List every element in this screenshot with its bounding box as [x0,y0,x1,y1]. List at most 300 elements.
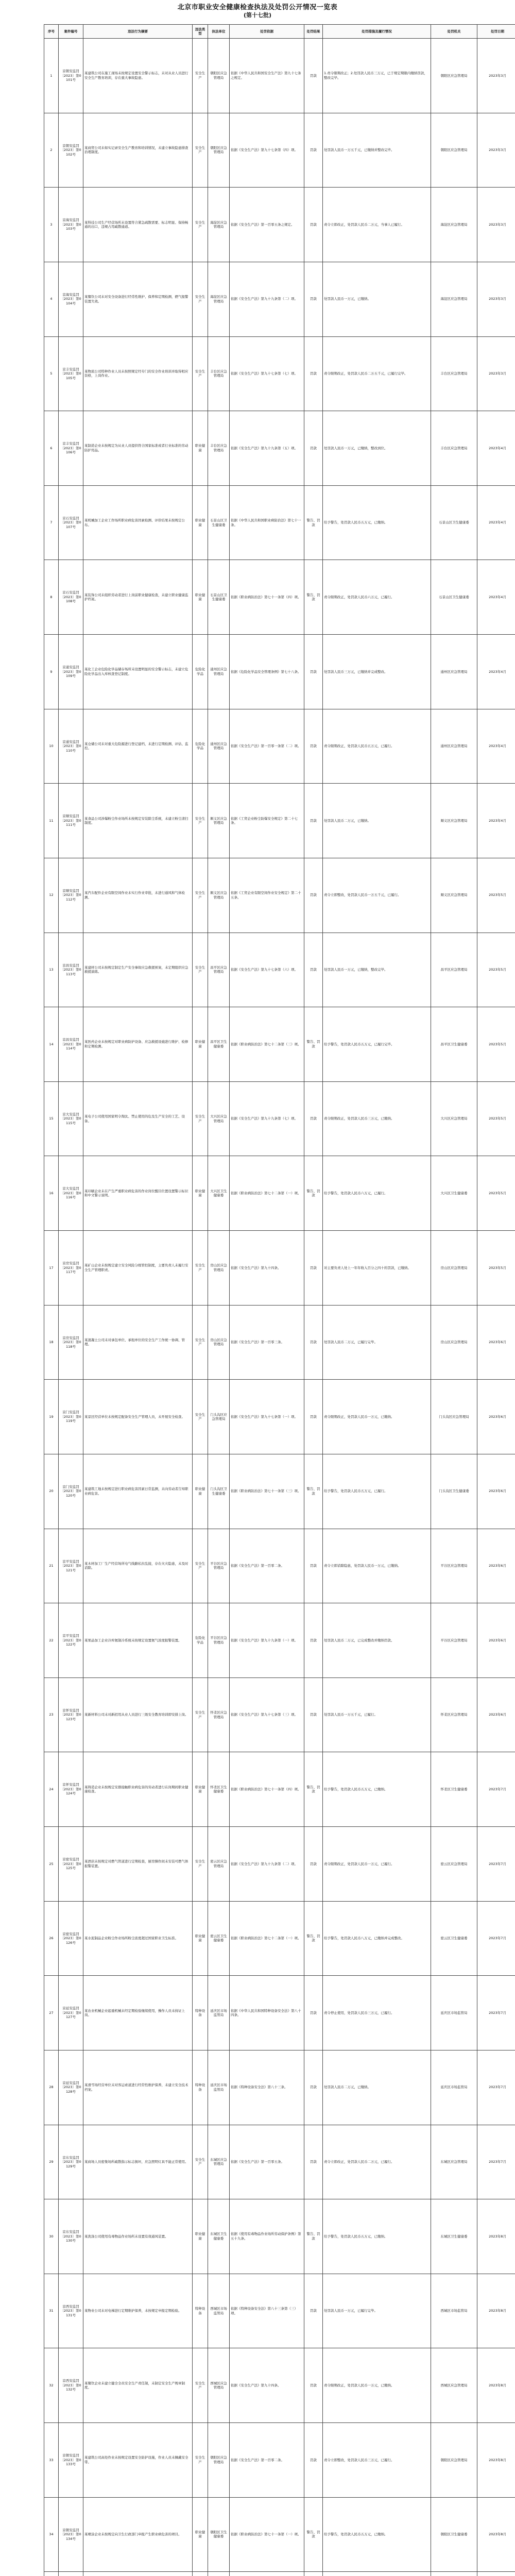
cell-measure: 给予警告，处罚款人民币五万元，已缴纳。 [323,1752,431,1827]
cell-unit: 密云区卫生健康委 [208,1901,230,1976]
cell-summary: 某物流公司特种作业人员未按照规定经专门的安全作业培训并取得相应资格，上岗作业。 [83,336,193,411]
cell-measure [323,2572,431,2576]
cell-unit: 平谷区应急管理局 [208,1603,230,1678]
cell-unit: 昌平区应急管理局 [208,933,230,1007]
cell-number: 25 [44,1827,59,1902]
cell-date: 2023年7月 [477,1901,515,1976]
cell-number: 15 [44,1081,59,1156]
cell-authority: 大兴区卫生健康委 [431,1156,477,1231]
cell-number: 30 [44,2199,59,2274]
cell-authority [431,2572,477,2576]
header-cell: 案件编号 [59,25,83,39]
cell-date: 2023年7月 [477,1976,515,2050]
cell-number: 17 [44,1231,59,1306]
cell-result: 罚款 [304,1827,323,1902]
cell-date [477,2572,515,2576]
cell-authority: 通州区应急管理局 [431,709,477,784]
cell-type: 安全生产 [193,1677,208,1752]
cell-date: 2023年7月 [477,2125,515,2199]
cell-measure: 责令限期改正，处罚款人民币一万元，已履行。 [323,1827,431,1902]
cell-case-id: 京昌安监罚〔2023〕第0113号 [59,933,83,1007]
cell-case-id: 京大安监罚〔2023〕第0116号 [59,1156,83,1231]
cell-unit: 石景山区卫生健康委 [208,560,230,635]
cell-type: 安全生产 [193,2348,208,2423]
cell-case-id: 京西安监罚〔2023〕第0131号 [59,2274,83,2348]
cell-basis: 依据《特种设备安全法》第八十三条。 [230,2050,304,2125]
table-row [44,560,515,635]
cell-type: 安全生产 [193,858,208,933]
cell-number: 4 [44,262,59,336]
cell-summary: 某餐饮公司未对安全设备进行经常性维护、保养和定期检测，燃气报警装置失效。 [83,262,193,336]
cell-measure: 责令立即改正，处罚款人民币二万元，已履行。 [323,2125,431,2199]
cell-result: 罚款 [304,1677,323,1752]
cell-authority: 昌平区卫生健康委 [431,1007,477,1082]
cell-type: 安全生产 [193,336,208,411]
cell-type: 职业健康 [193,2199,208,2274]
cell-authority: 朝阳区应急管理局 [431,39,477,113]
cell-number: 13 [44,933,59,1007]
cell-number: 34 [44,2497,59,2572]
cell-case-id: 京朝安监罚〔2023〕第0134号 [59,2497,83,2572]
cell-number: 12 [44,858,59,933]
cell-type: 安全生产 [193,1529,208,1603]
cell-authority: 房山区应急管理局 [431,1231,477,1306]
cell-type: 安全生产 [193,188,208,262]
cell-type: 安全生产 [193,1827,208,1902]
cell-authority: 东城区卫生健康委 [431,2199,477,2274]
cell-date: 2023年6月 [477,1454,515,1529]
cell-type: 安全生产 [193,113,208,188]
cell-authority: 怀柔区应急管理局 [431,1677,477,1752]
cell-basis: 依据《安全生产法》第九十七条第（六）项。 [230,933,304,1007]
cell-type: 职业健康 [193,485,208,560]
cell-result: 警告、罚款 [304,2497,323,2572]
cell-unit: 怀柔区卫生健康委 [208,1752,230,1827]
cell-date: 2023年3月 [477,262,515,336]
cell-basis: 依据《安全生产法》第一百零五条。 [230,2125,304,2199]
cell-measure: 责令限期改正，处罚款人民币三万元，已缴纳。 [323,1081,431,1156]
cell-result: 警告、罚款 [304,485,323,560]
cell-case-id [59,2572,83,2576]
cell-basis: 依据《中华人民共和国职业病防治法》第七十一条。 [230,485,304,560]
cell-summary: 某水泥制品企业粉尘作业场所粉尘浓度超过国家职业卫生标准。 [83,1901,193,1976]
cell-authority: 丰台区应急管理局 [431,336,477,411]
cell-case-id: 京石安监罚〔2023〕第0107号 [59,485,83,560]
cell-measure: 给予警告，处罚款人民币六万元，已履行。 [323,1156,431,1231]
cell-type: 职业健康 [193,1156,208,1231]
cell-basis: 依据《安全生产法》第九十九条第（一）项。 [230,1603,304,1678]
cell-measure: 处罚款人民币二万元，已履行完毕。 [323,1305,431,1380]
cell-authority: 昌平区应急管理局 [431,933,477,1007]
cell-date: 2023年7月 [477,1827,515,1902]
cell-result: 罚款 [304,113,323,188]
cell-number: 10 [44,709,59,784]
cell-number: 27 [44,1976,59,2050]
cell-measure: 责令立即整改，处罚款人民币三万元，已履行。 [323,2423,431,2498]
cell-summary: 某混凝土公司未对承包单位、承租单位的安全生产工作统一协调、管理。 [83,1305,193,1380]
cell-type: 危险化学品 [193,709,208,784]
cell-result: 警告、罚款 [304,1901,323,1976]
cell-number: 2 [44,113,59,188]
cell-basis: 依据《工贸企业有限空间作业安全规定》第二十五条。 [230,858,304,933]
cell-type: 安全生产 [193,1231,208,1306]
cell-type: 职业健康 [193,1752,208,1827]
cell-summary: 某物业公司未对电梯进行定期维护保养，未按规定申报定期检验。 [83,2274,193,2348]
cell-case-id: 京海安监罚〔2023〕第0104号 [59,262,83,336]
cell-type: 危险化学品 [193,635,208,709]
table-row [44,1156,515,1231]
cell-case-id: 京平安监罚〔2023〕第0121号 [59,1529,83,1603]
cell-basis: 依据《安全生产法》第九十九条第（二）项。 [230,1827,304,1902]
header-cell: 序号 [44,25,59,39]
cell-authority: 西城区市场监管局 [431,2274,477,2348]
table-row [44,1827,515,1902]
table-row [44,1901,515,1976]
cell-authority: 海淀区应急管理局 [431,188,477,262]
cell-case-id: 京密安监罚〔2023〕第0126号 [59,1901,83,1976]
cell-case-id: 京丰安监罚〔2023〕第0105号 [59,336,83,411]
cell-measure: 责令限期改正，处罚款人民币一万元，已缴纳。 [323,2348,431,2423]
cell-basis: 依据《职业病防治法》第七十二条第（一）项。 [230,1156,304,1231]
cell-summary: 某新材料公司未对新招用从业人员进行三级安全教育培训即安排上岗。 [83,1677,193,1752]
table-row [44,336,515,411]
cell-case-id: 京房安监罚〔2023〕第0117号 [59,1231,83,1306]
cell-case-id: 京怀安监罚〔2023〕第0123号 [59,1677,83,1752]
header-cell: 处罚措施及履行情况 [323,25,431,39]
cell-case-id: 京通安监罚〔2023〕第0109号 [59,635,83,709]
cell-type: 安全生产 [193,1081,208,1156]
cell-summary: 某铸造企业未按规定安排接触职业病危害的劳动者进行在岗期间职业健康检查。 [83,1752,193,1827]
table-row [44,1007,515,1082]
cell-type: 特种设备 [193,1976,208,2050]
cell-unit: 朝阳区应急管理局 [208,113,230,188]
table-row [44,2423,515,2498]
cell-type: 职业健康 [193,2497,208,2572]
cell-unit: 朝阳区应急管理局 [208,39,230,113]
header-cell: 执法单位 [208,25,230,39]
cell-basis: 依据《安全生产法》第九十七条第（四）项。 [230,113,304,188]
cell-date: 2023年8月 [477,2423,515,2498]
cell-result: 罚款 [304,858,323,933]
cell-unit: 大兴区卫生健康委 [208,1156,230,1231]
cell-unit: 东城区应急管理局 [208,2125,230,2199]
cell-result: 罚款 [304,1380,323,1454]
cell-result: 罚款 [304,2050,323,2125]
cell-summary: 某喷涂企业未按规定向卫生行政部门申报产生职业病危害的项目。 [83,2497,193,2572]
cell-date: 2023年4月 [477,709,515,784]
cell-number: 21 [44,1529,59,1603]
table-row [44,411,515,486]
cell-number: 28 [44,2050,59,2125]
cell-date: 2023年6月 [477,1603,515,1678]
cell-basis: 依据《安全生产法》第九十七条第（七）项。 [230,336,304,411]
cell-summary: 某酒店未按规定对燃气管道进行定期检查，厨房操作间未安装可燃气体报警装置。 [83,1827,193,1902]
cell-number: 32 [44,2348,59,2423]
cell-measure: 处罚款人民币一万元，已履行完毕。 [323,2274,431,2348]
cell-number: 19 [44,1380,59,1454]
cell-authority: 朝阳区卫生健康委 [431,2497,477,2572]
cell-type: 职业健康 [193,1454,208,1529]
cell-case-id: 京密安监罚〔2023〕第0125号 [59,1827,83,1902]
table-row [44,2050,515,2125]
cell-case-id: 京朝安监罚〔2023〕第0102号 [59,113,83,188]
table-row [44,2274,515,2348]
cell-result: 罚款 [304,336,323,411]
cell-case-id: 京延安监罚〔2023〕第0127号 [59,1976,83,2050]
cell-type: 安全生产 [193,1305,208,1380]
table-row [44,2497,515,2572]
cell-date: 2023年7月 [477,1752,515,1827]
cell-summary: 某建筑公司高处作业未按规定设置安全防护设施，作业人员未佩戴安全带。 [83,2423,193,2498]
cell-authority: 通州区应急管理局 [431,635,477,709]
cell-unit: 海淀区应急管理局 [208,188,230,262]
cell-number: 16 [44,1156,59,1231]
page-title: 北京市职业安全健康检查执法及处罚公开情况一览表 [177,4,338,11]
cell-case-id: 京大安监罚〔2023〕第0115号 [59,1081,83,1156]
header-cell: 处罚结果 [304,25,323,39]
cell-summary: 某商场人员密集场所疏散指示标志损坏，应急照明灯具不能正常使用。 [83,2125,193,2199]
cell-case-id: 京房安监罚〔2023〕第0118号 [59,1305,83,1380]
cell-authority: 平谷区应急管理局 [431,1603,477,1678]
cell-summary: 某木材加工厂生产经营场所电气线路私拉乱接，存在火灾隐患，未及时消除。 [83,1529,193,1603]
cell-authority: 朝阳区应急管理局 [431,2423,477,2498]
cell-date: 2023年8月 [477,2199,515,2274]
cell-measure: 处罚款人民币一万元，已缴纳，整改到位。 [323,411,431,486]
cell-basis [230,2572,304,2576]
cell-measure: 处罚款人民币二万元，已完成整改并缴纳罚款。 [323,1603,431,1678]
cell-type: 安全生产 [193,933,208,1007]
cell-result: 罚款 [304,2125,323,2199]
cell-authority: 密云区卫生健康委 [431,1901,477,1976]
table-row [44,1976,515,2050]
cell-case-id: 京昌安监罚〔2023〕第0114号 [59,1007,83,1082]
cell-result: 罚款 [304,709,323,784]
table-row [44,2572,515,2576]
cell-unit: 大兴区应急管理局 [208,1081,230,1156]
cell-summary: 某仓储公司未对重大危险源进行登记建档，未进行定期检测、评估、监控。 [83,709,193,784]
table-row [44,2348,515,2423]
cell-result: 警告、罚款 [304,560,323,635]
cell-basis: 依据《使用有毒物品作业场所劳动保护条例》第五十九条。 [230,2199,304,2274]
cell-date: 2023年4月 [477,485,515,560]
cell-type: 职业健康 [193,411,208,486]
cell-authority: 延庆区市场监管局 [431,2050,477,2125]
cell-result: 罚款 [304,1081,323,1156]
cell-summary: 某建筑公司在施工现场未按规定设置安全警示标志，未对从业人员进行安全生产教育培训，存在重大事故隐患。 [83,39,193,113]
table-body [44,39,515,2576]
cell-case-id: 京延安监罚〔2023〕第0128号 [59,2050,83,2125]
cell-measure: 给予警告，处罚款人民币五万元，已履行。 [323,1454,431,1529]
cell-number: 7 [44,485,59,560]
cell-number: 11 [44,784,59,858]
cell-date: 2023年5月 [477,933,515,1007]
cell-number: 6 [44,411,59,486]
cell-case-id: 京朝安监罚〔2023〕第0101号 [59,39,83,113]
cell-result: 罚款 [304,2274,323,2348]
cell-date: 2023年8月 [477,2348,515,2423]
cell-basis: 依据《职业病防治法》第七十二条第（一）项。 [230,1901,304,1976]
cell-date: 2023年5月 [477,1231,515,1306]
cell-number: 8 [44,560,59,635]
cell-result: 罚款 [304,2348,323,2423]
cell-basis: 依据《职业病防治法》第七十二条第（三）项。 [230,1007,304,1082]
header-cell: 违法类型 [193,25,208,39]
cell-date: 2023年5月 [477,1156,515,1231]
cell-summary: 某电子公司使用国家明令淘汰、禁止使用的危及生产安全的工艺、设备。 [83,1081,193,1156]
table-row [44,1677,515,1752]
cell-unit: 门头沟区卫生健康委 [208,1454,230,1529]
cell-summary: 某果品加工企业冷库氨制冷系统未按规定设置氨气浓度报警装置。 [83,1603,193,1678]
cell-basis: 依据《安全生产法》第九十七条第（三）项。 [230,1677,304,1752]
cell-type: 安全生产 [193,1380,208,1454]
enforcement-table [44,24,515,2576]
cell-unit: 通州区应急管理局 [208,709,230,784]
header-cell: 处罚依据 [230,25,304,39]
cell-date: 2023年6月 [477,1677,515,1752]
table-row [44,262,515,336]
cell-basis: 依据《安全生产法》第一百零一条第（二）项。 [230,709,304,784]
cell-result: 警告、罚款 [304,1454,323,1529]
cell-summary: 某医药企业未按规定对职业病防护设备、应急救援设施进行维护、检修和定期检测。 [83,1007,193,1082]
cell-measure: 处罚款人民币三万元，已缴纳并完成整改。 [323,635,431,709]
cell-type: 安全生产 [193,2125,208,2199]
cell-unit: 怀柔区应急管理局 [208,1677,230,1752]
table-row [44,1529,515,1603]
cell-date: 2023年3月 [477,39,515,113]
cell-authority: 石景山区卫生健康委 [431,485,477,560]
cell-measure: 责令限期改正，处罚款人民币五万元，已履行。 [323,709,431,784]
cell-type: 安全生产 [193,39,208,113]
cell-unit: 丰台区应急管理局 [208,411,230,486]
table-row [44,1305,515,1380]
table-row [44,1081,515,1156]
cell-measure: 给予警告，处罚款人民币五万元，已缴纳。 [323,2199,431,2274]
cell-type: 职业健康 [193,1007,208,1082]
table-row [44,113,515,188]
cell-result: 罚款 [304,188,323,262]
cell-summary: 某建筑工地未按规定进行职业病危害因素日常监测，未向劳动者告知职业病危害。 [83,1454,193,1529]
cell-measure: 给予警告，处罚款人民币五万元，已缴纳。 [323,485,431,560]
cell-authority: 丰台区应急管理局 [431,411,477,486]
cell-case-id: 京东安监罚〔2023〕第0129号 [59,2125,83,2199]
cell-measure: 处罚款人民币一万五千元，已履行。 [323,1677,431,1752]
cell-type: 职业健康 [193,560,208,635]
cell-unit: 房山区应急管理局 [208,1231,230,1306]
cell-case-id: 京东安监罚〔2023〕第0130号 [59,2199,83,2274]
cell-unit: 海淀区应急管理局 [208,262,230,336]
cell-number: 5 [44,336,59,411]
cell-authority: 西城区应急管理局 [431,2348,477,2423]
cell-unit: 丰台区应急管理局 [208,336,230,411]
cell-unit: 房山区应急管理局 [208,1305,230,1380]
cell-unit: 顺义区应急管理局 [208,784,230,858]
cell-type [193,2572,208,2576]
cell-number: 26 [44,1901,59,1976]
cell-summary: 某印刷企业未在产生严重职业病危害的作业岗位醒目位置设置警示标识和中文警示说明。 [83,1156,193,1231]
cell-number: 33 [44,2423,59,2498]
cell-basis: 依据《工贸企业粉尘防爆安全规定》第二十七条。 [230,784,304,858]
cell-type: 职业健康 [193,1901,208,1976]
cell-date: 2023年5月 [477,1081,515,1156]
table-row [44,1380,515,1454]
cell-basis: 依据《特种设备安全法》第八十三条第（三）项。 [230,2274,304,2348]
cell-summary: 某建材公司未按规定制定生产安全事故应急救援预案，未定期组织应急救援演练。 [83,933,193,1007]
cell-unit: 东城区卫生健康委 [208,2199,230,2274]
cell-measure: 责令立即改正，处罚款人民币二万元，当事人已履行。 [323,188,431,262]
cell-basis: 依据《中华人民共和国安全生产法》第九十七条之规定。 [230,39,304,113]
cell-authority: 顺义区应急管理局 [431,784,477,858]
cell-result [304,2572,323,2576]
table-row [44,1454,515,1529]
cell-result: 罚款 [304,1305,323,1380]
cell-number: 18 [44,1305,59,1380]
cell-authority: 平谷区应急管理局 [431,1529,477,1603]
cell-authority: 顺义区应急管理局 [431,858,477,933]
cell-summary: 某商贸公司未如实记录安全生产教育和培训情况，未建立事故隐患排查治理制度。 [83,113,193,188]
cell-summary: 某景区经营单位未按规定配备安全生产管理人员，未开展安全检查。 [83,1380,193,1454]
cell-authority: 门头沟区卫生健康委 [431,1454,477,1529]
cell-result: 罚款 [304,262,323,336]
cell-case-id: 京丰安监罚〔2023〕第0106号 [59,411,83,486]
cell-unit: 石景山区卫生健康委 [208,485,230,560]
cell-number: 1 [44,39,59,113]
cell-number: 20 [44,1454,59,1529]
cell-result: 罚款 [304,1231,323,1306]
cell-basis: 依据《职业病防治法》第七十一条第（四）项。 [230,1752,304,1827]
table-header-row [44,25,515,39]
cell-result: 警告、罚款 [304,2199,323,2274]
cell-number: 23 [44,1677,59,1752]
cell-authority: 东城区应急管理局 [431,2125,477,2199]
cell-unit: 昌平区卫生健康委 [208,1007,230,1082]
cell-summary: 某制造企业未按规定为从业人员提供符合国家标准或者行业标准的劳动防护用品。 [83,411,193,486]
cell-type: 特种设备 [193,2274,208,2348]
cell-authority: 怀柔区卫生健康委 [431,1752,477,1827]
cell-date: 2023年3月 [477,113,515,188]
cell-basis: 依据《安全生产法》第九十九条第（五）项。 [230,411,304,486]
cell-date: 2023年4月 [477,560,515,635]
cell-basis: 依据《中华人民共和国特种设备安全法》第八十四条。 [230,1976,304,2050]
table-row [44,1603,515,1678]
cell-measure: 责令限期改正，处罚款人民币六万元，已履行。 [323,560,431,635]
cell-basis: 依据《安全生产法》第九十四条。 [230,1231,304,1306]
table-row [44,933,515,1007]
cell-authority: 大兴区应急管理局 [431,1081,477,1156]
cell-unit: 西城区市场监管局 [208,2274,230,2348]
cell-number [44,2572,59,2576]
cell-case-id: 京顺安监罚〔2023〕第0111号 [59,784,83,858]
table-row [44,784,515,858]
cell-basis: 依据《安全生产法》第一百零三条。 [230,1305,304,1380]
cell-measure: 给予警告，处罚款人民币八万元，已缴纳并完成整改。 [323,1901,431,1976]
cell-unit: 门头沟区应急管理局 [208,1380,230,1454]
page-subtitle: (第十七批) [243,12,272,19]
cell-measure: 给予警告，处罚款人民币五万元，已缴纳。 [323,2497,431,2572]
cell-case-id: 京朝安监罚〔2023〕第0133号 [59,2423,83,2498]
cell-date: 2023年4月 [477,635,515,709]
cell-date: 2023年6月 [477,1529,515,1603]
cell-type: 特种设备 [193,2050,208,2125]
cell-type: 危险化学品 [193,1603,208,1678]
table-row [44,188,515,262]
cell-case-id: 京西安监罚〔2023〕第0132号 [59,2348,83,2423]
cell-date: 2023年4月 [477,784,515,858]
cell-result: 警告、罚款 [304,1156,323,1231]
cell-number: 24 [44,1752,59,1827]
table-row [44,485,515,560]
cell-summary: 某装饰公司未组织劳动者进行上岗前职业健康检查，未建立职业健康监护档案。 [83,560,193,635]
header-cell: 违法行为摘要 [83,25,193,39]
